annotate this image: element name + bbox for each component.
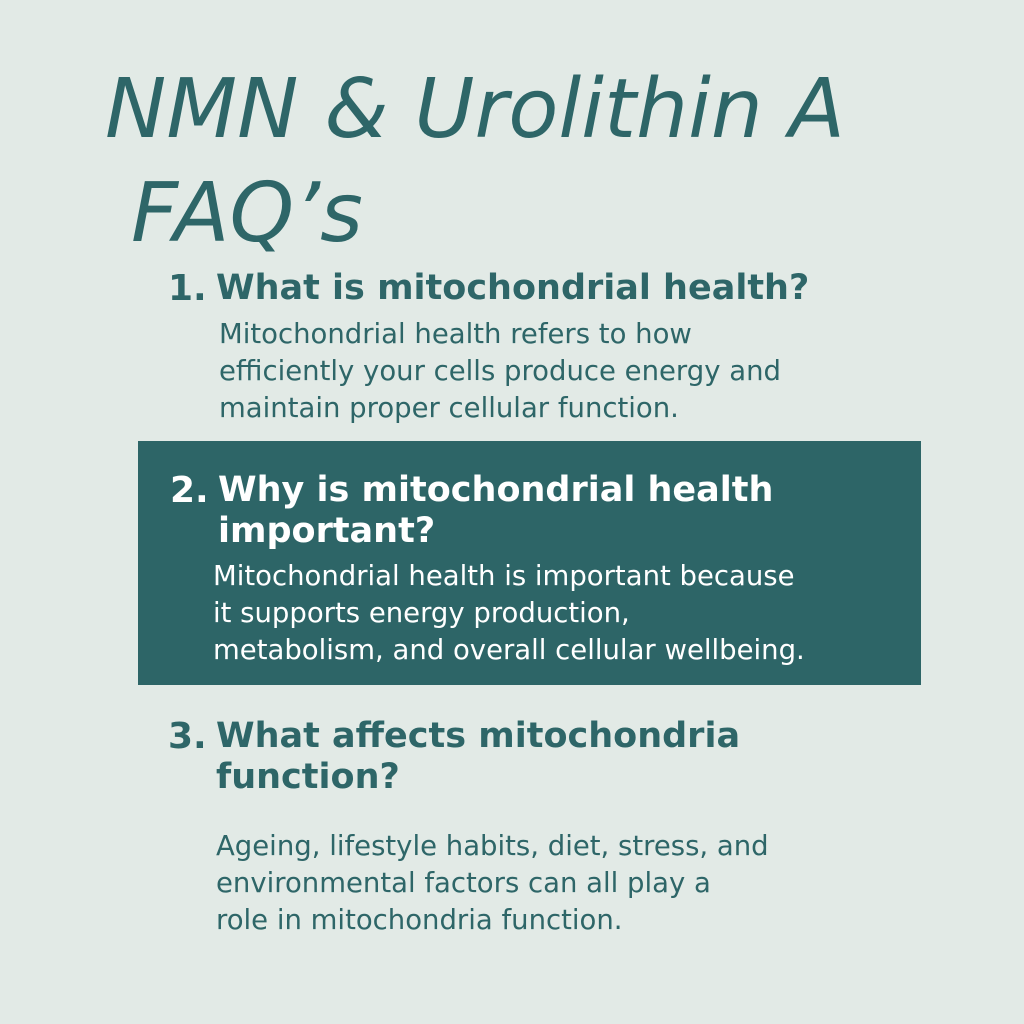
faq-number-2: 2.: [170, 470, 209, 511]
faq-answer-1: Mitochondrial health refers to how efficiently your cells produce energy and maintain proper cellular function.: [219, 318, 781, 424]
faq-question-row-2: [170, 470, 858, 552]
faq-answer-2: Mitochondrial health is important because it supports energy production, metabolism, and overall cellular wellbeing.: [213, 560, 805, 666]
faq-question-1: What is mitochondrial health?: [216, 268, 810, 308]
title-line-2: FAQ’s: [131, 166, 363, 261]
page-title: [105, 58, 1005, 266]
faq-question-row-3: [168, 716, 856, 798]
faq-number-3: 3.: [168, 716, 207, 757]
faq-question-row-1: [168, 268, 809, 310]
faq-answer-3: Ageing, lifestyle habits, diet, stress, and environmental factors can all play a role in mitochondria function.: [216, 830, 769, 936]
title-line-1: NMN & Urolithin A: [105, 62, 846, 157]
faq-question-2: Why is mitochondrial health important?: [218, 470, 774, 551]
faq-number-1: 1.: [168, 268, 207, 309]
faq-question-3: What affects mitochondria function?: [216, 716, 741, 797]
